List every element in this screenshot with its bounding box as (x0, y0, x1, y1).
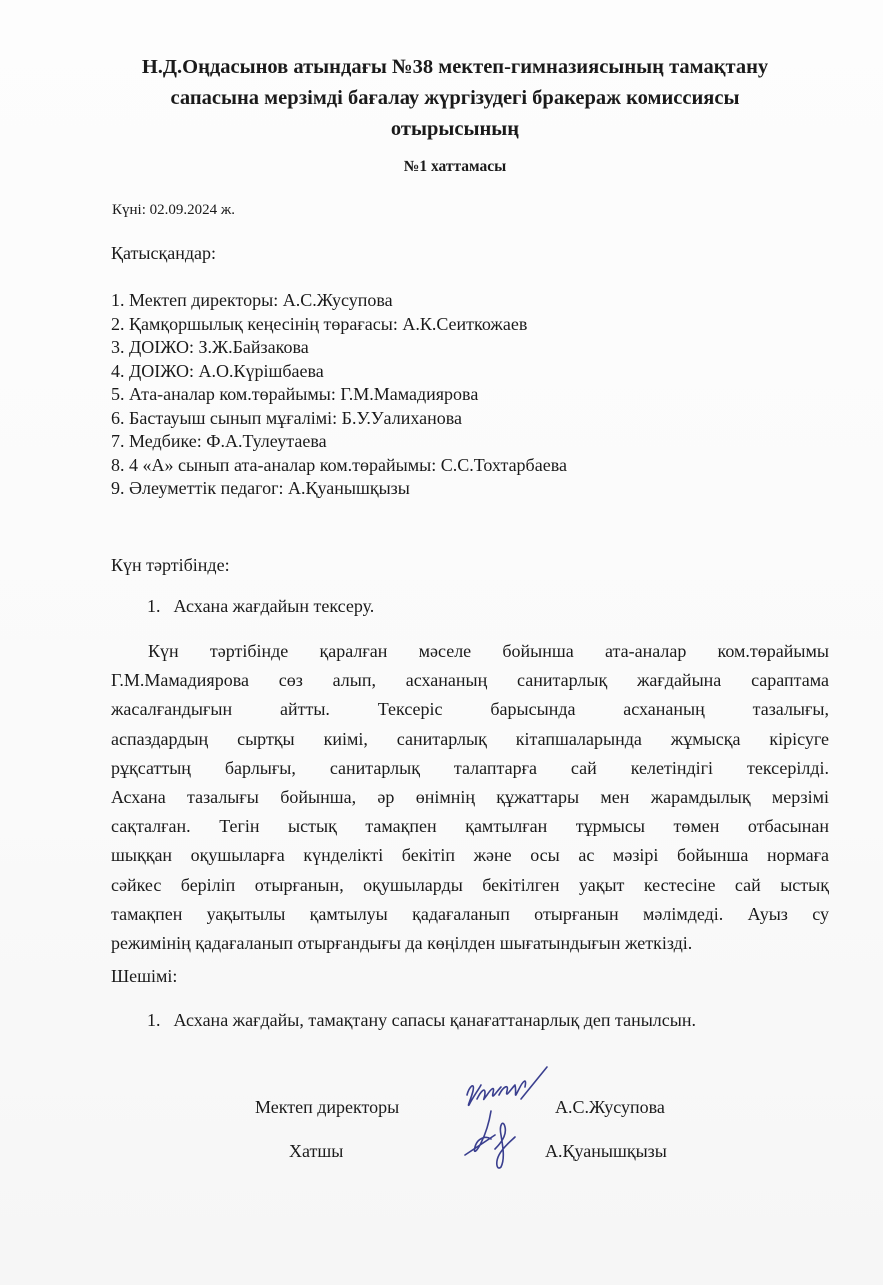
secretary-name: А.Қуанышқызы (545, 1141, 667, 1161)
participant-item: 2. Қамқоршылық кеңесінің төрағасы: А.К.Сеиткожаев (111, 313, 528, 334)
decision-label: Шешімі: (111, 966, 178, 986)
director-name: А.С.Жусупова (555, 1097, 665, 1117)
director-role: Мектеп директоры (255, 1097, 400, 1117)
paragraph-line: жасалғандығын айтты. Тексеріс барысында асхананың тазалығы, (111, 699, 829, 720)
decision-item-number: 1. (147, 1010, 161, 1030)
paragraph-line: аспаздардың сыртқы киімі, санитарлық кітапшаларында жұмысқа кірісуге (111, 728, 829, 749)
paragraph-line: Г.М.Мамадиярова сөз алып, асхананың санитарлық жағдайына сараптама (111, 670, 829, 691)
title-line-1: Н.Д.Оңдасынов атындағы №38 мектеп-гимназиясының тамақтану (141, 56, 769, 78)
agenda-item (147, 596, 374, 617)
title-line-2: сапасына мерзімді бағалау жүргізудегі бракераж комиссиясы (170, 87, 740, 109)
participants-label: Қатысқандар: (111, 243, 216, 263)
paragraph-line: сақталған. Тегін ыстық тамақпен қамтылған тұрмысы төмен отбасынан (111, 816, 829, 837)
paragraph-line: тамақпен уақытылы қамтылуы қадағаланып отырғанын мәлімдеді. Ауыз су (111, 903, 829, 924)
document-title (110, 52, 800, 145)
paragraph-line: шыққан оқушыларға күнделікті бекітіп және осы ас мәзірі бойынша нормаға (111, 845, 829, 866)
participant-item: 1. Мектеп директоры: А.С.Жусупова (111, 290, 393, 310)
handwritten-signature-icon (455, 1065, 560, 1170)
participant-item: 8. 4 «А» сынып ата-аналар ком.төрайымы: С.С.Тохтарбаева (111, 454, 567, 475)
secretary-role: Хатшы (289, 1141, 344, 1161)
title-line-3: отырысының (390, 118, 520, 140)
participant-item: 7. Медбике: Ф.А.Тулеутаева (111, 431, 327, 451)
paragraph-line: Асхана тазалығы бойынша, әр өнімнің құжаттары мен жарамдылық мерзімі (111, 786, 829, 807)
agenda-item-text: Асхана жағдайын тексеру. (173, 596, 375, 616)
participant-item: 5. Ата-аналар ком.төрайымы: Г.М.Мамадиярова (111, 384, 479, 404)
meeting-date: Күні: 02.09.2024 ж. (112, 202, 235, 218)
agenda-label: Күн тәртібінде: (111, 555, 230, 575)
participant-item: 6. Бастауыш сынып мұғалімі: Б.У.Уалиханова (111, 407, 462, 428)
paragraph-line: рұқсаттың барлығы, санитарлық талаптарға сай келетіндігі тексерілді. (111, 757, 829, 778)
agenda-item-number: 1. (147, 596, 161, 616)
paragraph-line: Күн тәртібінде қаралған мәселе бойынша ата-аналар ком.төрайымы (148, 641, 829, 661)
participants-list (111, 289, 567, 501)
paragraph-line: режимінің қадағаланып отырғандығы да көңілден шығатындығын жеткізді. (111, 932, 693, 953)
decision-item (147, 1010, 696, 1031)
discussion-paragraph (111, 637, 829, 958)
decision-item-text: Асхана жағдайы, тамақтану сапасы қанағаттанарлық деп танылсын. (173, 1010, 697, 1030)
participant-item: 4. ДОІЖО: А.О.Күрішбаева (111, 360, 324, 381)
protocol-number: №1 хаттамасы (403, 158, 507, 175)
paragraph-line: сәйкес беріліп отырғанын, оқушыларды бекітілген уақыт кестесіне сай ыстық (111, 874, 829, 895)
participant-item: 3. ДОІЖО: З.Ж.Байзакова (111, 337, 309, 357)
participant-item: 9. Әлеуметтік педагог: А.Қуанышқызы (111, 478, 410, 498)
